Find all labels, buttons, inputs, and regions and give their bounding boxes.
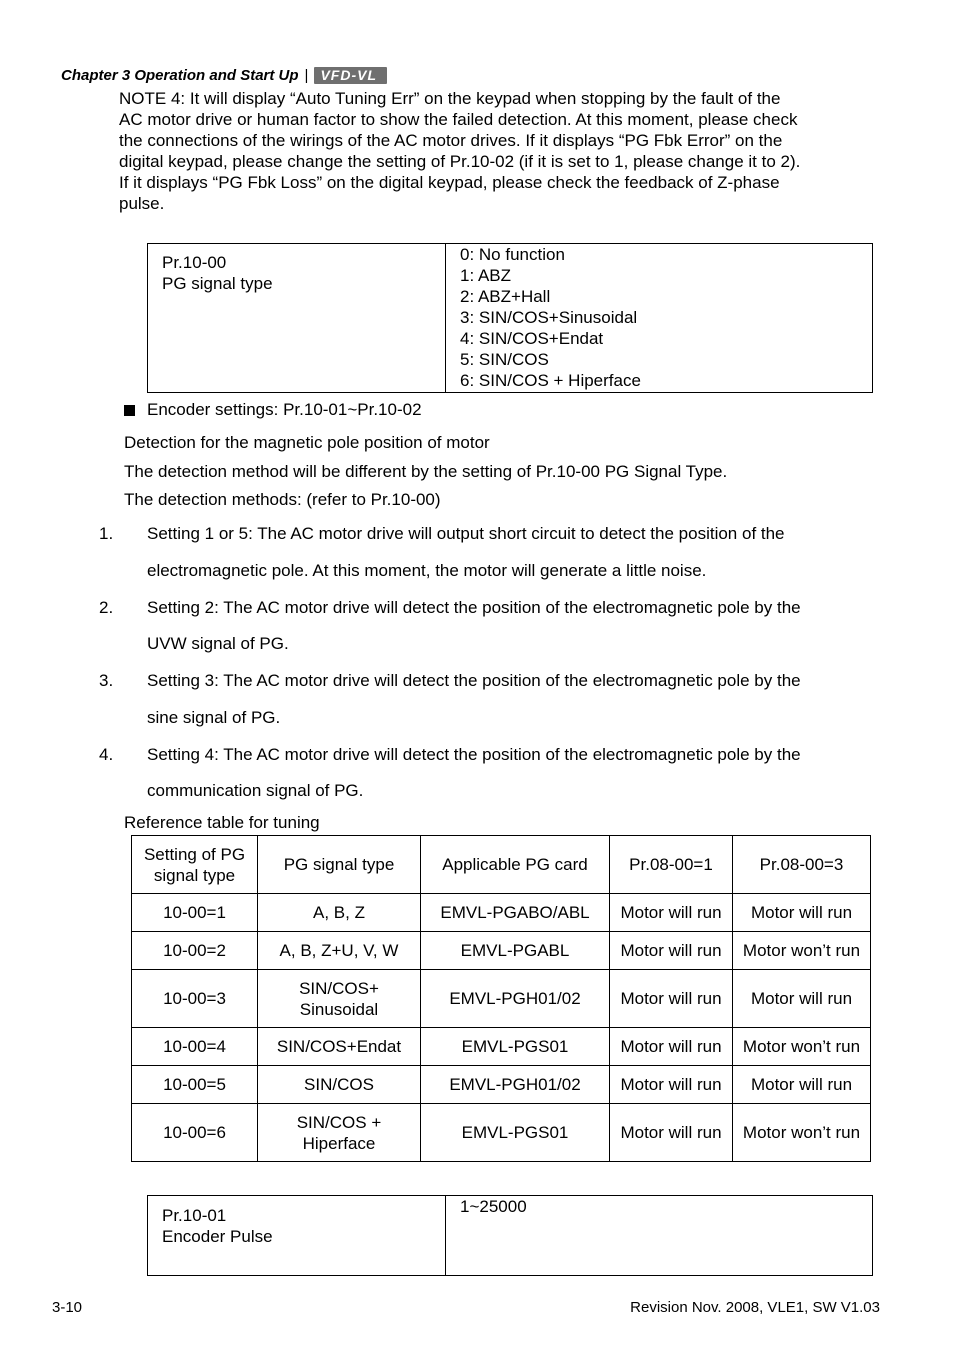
table-cell: Motor will run <box>610 1028 733 1066</box>
chapter-title: Chapter 3 Operation and Start Up <box>61 67 299 84</box>
column-header: PG signal type <box>258 836 421 894</box>
table-cell: 10-00=1 <box>132 894 258 932</box>
tuning-reference-table <box>131 835 871 1162</box>
paragraph: The detection method will be different by the setting of Pr.10-00 PG Signal Type. <box>124 462 728 481</box>
table-cell: SIN/COS + Hiperface <box>258 1104 421 1162</box>
revision-info: Revision Nov. 2008, VLE1, SW V1.03 <box>630 1299 880 1316</box>
param-option: 3: SIN/COS+Sinusoidal <box>460 308 638 327</box>
table-cell: EMVL-PGH01/02 <box>421 1066 610 1104</box>
table-cell: 10-00=3 <box>132 970 258 1028</box>
table-row <box>132 1104 871 1162</box>
table-cell: Motor won’t run <box>733 932 871 970</box>
list-item-line: Setting 4: The AC motor drive will detect the position of the electromagnetic pole by the <box>147 745 801 764</box>
param-label-cell <box>148 1196 446 1276</box>
table-cell: Motor won’t run <box>733 1104 871 1162</box>
param-code: Pr.10-00 <box>162 253 227 272</box>
paragraph: Detection for the magnetic pole position of motor <box>124 433 490 452</box>
table-cell: SIN/COS+Endat <box>258 1028 421 1066</box>
reference-table-title: Reference table for tuning <box>124 813 320 832</box>
table-cell: Motor will run <box>610 1066 733 1104</box>
table-header-row <box>132 836 871 894</box>
param-value-cell <box>446 1196 873 1276</box>
table-cell: Motor will run <box>733 894 871 932</box>
table-cell: 10-00=2 <box>132 932 258 970</box>
square-bullet-icon <box>124 405 135 416</box>
table-cell: EMVL-PGS01 <box>421 1028 610 1066</box>
column-header: Setting of PG signal type <box>132 836 258 894</box>
list-item-line: UVW signal of PG. <box>147 634 289 653</box>
column-header: Pr.08-00=3 <box>733 836 871 894</box>
param-code: Pr.10-01 <box>162 1206 227 1225</box>
table-cell: Motor will run <box>610 894 733 932</box>
list-item-line: electromagnetic pole. At this moment, the motor will generate a little noise. <box>147 561 707 580</box>
param-option: 6: SIN/COS + Hiperface <box>460 371 641 390</box>
bullet-text: Encoder settings: Pr.10-01~Pr.10-02 <box>147 400 422 419</box>
table-cell: Motor will run <box>610 932 733 970</box>
note-4 <box>119 88 864 214</box>
list-item-line: Setting 3: The AC motor drive will detect the position of the electromagnetic pole by the <box>147 671 801 690</box>
note-line: the connections of the wirings of the AC motor drives. If it displays “PG Fbk Error” on the <box>119 131 783 150</box>
table-cell: Motor will run <box>733 1066 871 1104</box>
param-name: PG signal type <box>162 274 273 293</box>
note-line: If it displays “PG Fbk Loss” on the digital keypad, please check the feedback of Z-phase <box>119 173 780 192</box>
param-options-cell <box>446 244 873 393</box>
table-cell: A, B, Z <box>258 894 421 932</box>
note-line: NOTE 4: It will display “Auto Tuning Err” on the keypad when stopping by the fault of the <box>119 89 781 108</box>
param-option: 4: SIN/COS+Endat <box>460 329 604 348</box>
table-cell: EMVL-PGABO/ABL <box>421 894 610 932</box>
table-row <box>132 932 871 970</box>
header-separator: | <box>304 67 309 84</box>
table-cell: Motor won’t run <box>733 1028 871 1066</box>
table-cell: EMVL-PGABL <box>421 932 610 970</box>
param-10-01-table <box>147 1195 873 1276</box>
param-10-00-table <box>147 243 873 393</box>
table-row <box>132 894 871 932</box>
table-cell: Motor will run <box>610 1104 733 1162</box>
param-label-cell <box>148 244 446 393</box>
column-header: Pr.08-00=1 <box>610 836 733 894</box>
table-cell: EMVL-PGH01/02 <box>421 970 610 1028</box>
table-cell: SIN/COS+ Sinusoidal <box>258 970 421 1028</box>
paragraph: The detection methods: (refer to Pr.10-00) <box>124 490 441 509</box>
table-cell: 10-00=5 <box>132 1066 258 1104</box>
param-option: 1: ABZ <box>460 266 512 285</box>
vfd-vl-logo: VFD-VL <box>314 67 387 84</box>
list-number: 2. <box>99 598 114 617</box>
encoder-settings-bullet <box>124 400 422 420</box>
table-row <box>132 1028 871 1066</box>
table-cell: Motor will run <box>733 970 871 1028</box>
list-item-line: communication signal of PG. <box>147 781 364 800</box>
list-item-line: Setting 1 or 5: The AC motor drive will output short circuit to detect the position of the <box>147 524 785 543</box>
note-line: pulse. <box>119 194 165 213</box>
table-cell: 10-00=6 <box>132 1104 258 1162</box>
list-number: 4. <box>99 745 114 764</box>
table-cell: 10-00=4 <box>132 1028 258 1066</box>
note-line: digital keypad, please change the setting of Pr.10-02 (if it is set to 1, please change it to 2). <box>119 152 801 171</box>
note-line: AC motor drive or human factor to show the failed detection. At this moment, please check <box>119 110 798 129</box>
list-item-line: sine signal of PG. <box>147 708 281 727</box>
table-cell: A, B, Z+U, V, W <box>258 932 421 970</box>
list-number: 3. <box>99 671 114 690</box>
list-number: 1. <box>99 524 114 543</box>
param-option: 5: SIN/COS <box>460 350 549 369</box>
param-option: 0: No function <box>460 245 565 264</box>
table-cell: SIN/COS <box>258 1066 421 1104</box>
table-row <box>132 1066 871 1104</box>
column-header: Applicable PG card <box>421 836 610 894</box>
table-cell: EMVL-PGS01 <box>421 1104 610 1162</box>
list-item-line: Setting 2: The AC motor drive will detect the position of the electromagnetic pole by the <box>147 598 801 617</box>
param-option: 2: ABZ+Hall <box>460 287 551 306</box>
table-cell: Motor will run <box>610 970 733 1028</box>
chapter-header <box>61 67 387 84</box>
param-value: 1~25000 <box>460 1197 527 1216</box>
param-name: Encoder Pulse <box>162 1227 273 1246</box>
page-number: 3-10 <box>52 1299 83 1316</box>
table-row <box>132 970 871 1028</box>
